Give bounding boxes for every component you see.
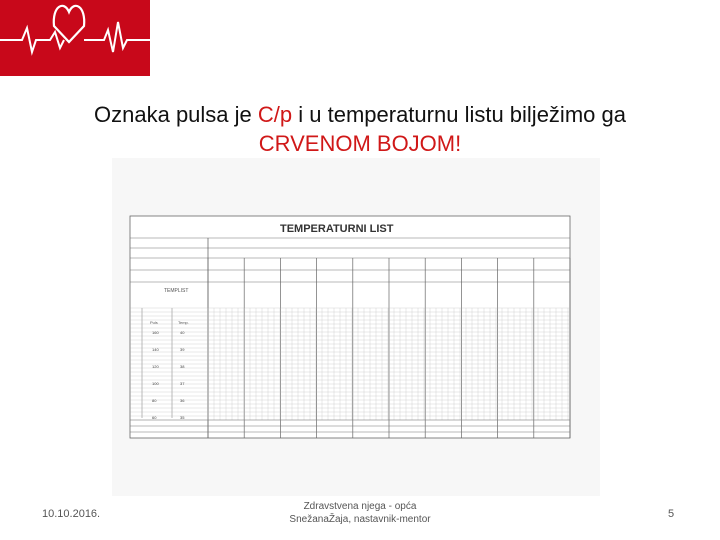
slide-title — [0, 100, 720, 158]
temperature-chart-drawing — [112, 158, 600, 496]
page-number: 5 — [668, 508, 675, 520]
pulse-scale-label: 100 — [152, 381, 159, 386]
footer-author — [260, 500, 460, 526]
pulse-notation: C/p — [257, 102, 293, 127]
title-text-part1: Oznaka pulsa je — [94, 102, 258, 127]
form-heading: TEMPERATURNI LIST — [280, 223, 394, 235]
temp-scale-label: 36 — [180, 398, 185, 403]
pulse-scale-label: 60 — [152, 415, 157, 420]
temp-scale-label: 39 — [180, 347, 185, 352]
temp-scale-label: 37 — [180, 381, 185, 386]
pulse-scale-label: 140 — [152, 347, 159, 352]
form-section-label: TEMPLIST — [164, 288, 189, 294]
pulse-scale-label: 80 — [152, 398, 157, 403]
logo-banner — [0, 0, 150, 76]
temp-column-header: Temp. — [178, 320, 189, 325]
footer-course: Zdravstvena njega - opća — [303, 501, 417, 512]
footer-date: 10.10.2016. — [42, 508, 101, 520]
temp-scale-label: 35 — [180, 415, 185, 420]
pulse-scale-label: 160 — [152, 330, 159, 335]
title-emphasis: CRVENOM BOJOM! — [258, 131, 462, 156]
footer-teacher: SnežanaŽaja, nastavnik-mentor — [289, 514, 431, 525]
pulse-scale-label: 120 — [152, 364, 159, 369]
temp-scale-label: 38 — [180, 364, 185, 369]
heart-pulse-icon — [0, 0, 150, 76]
temperature-chart-image — [112, 158, 600, 496]
title-text-part2: i u temperaturnu listu bilježimo ga — [292, 102, 626, 127]
temp-scale-label: 40 — [180, 330, 185, 335]
pulse-column-header: Puls — [150, 320, 158, 325]
